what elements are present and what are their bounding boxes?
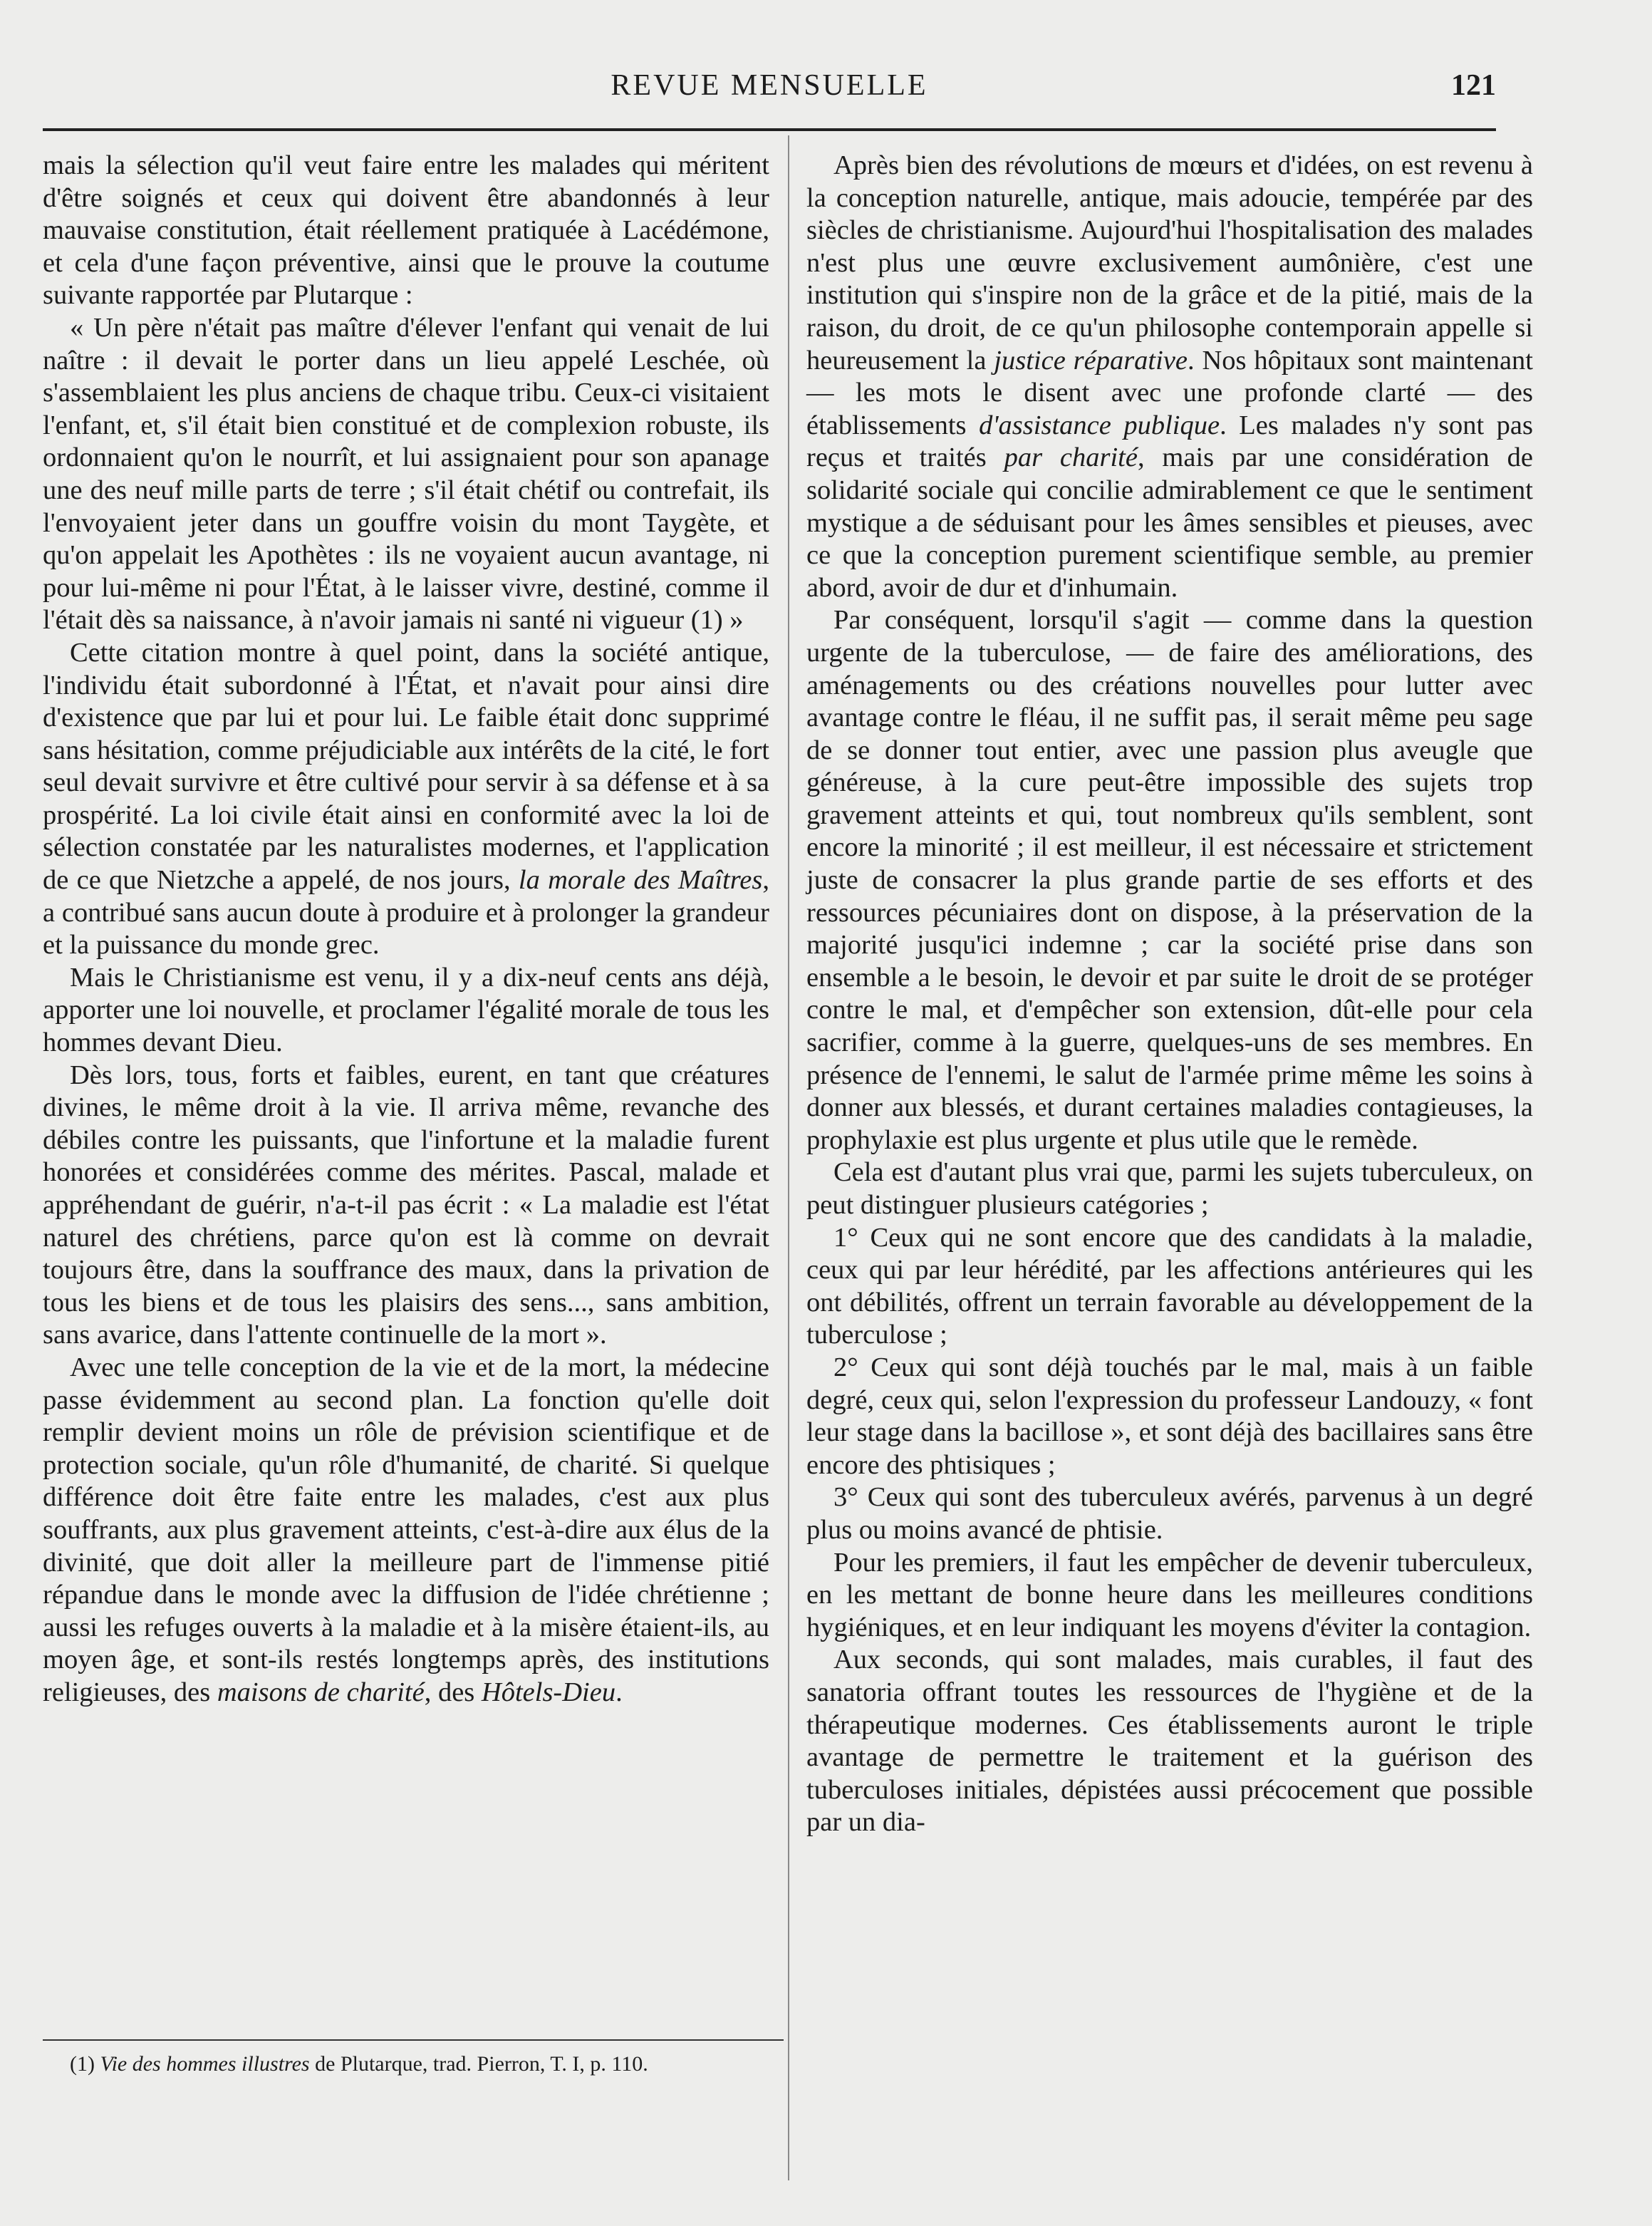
right-column: [806, 150, 1533, 1839]
text-run: Après bien des révolutions de mœurs et d'idées, on est revenu à la conception naturelle, antique, mais adoucie, tempérée par des siècles de christianisme. Aujourd'hui l'hospitalisation des malades n'est plus une œuvre exclusivement aumônière, c'est une institution qui s'inspire non de la grâce et de la pitié, mais de la raison, du droit, de ce qu'un philosophe contemporain appelle si heureusement la: [806, 150, 1533, 376]
italic-text: d'assistance publique: [979, 410, 1220, 440]
text-run: , des: [424, 1677, 482, 1707]
page-number: 121: [1451, 69, 1496, 102]
text-run: Par conséquent, lorsqu'il s'agit — comme dans la question urgente de la tuberculose, — de faire des améliorations, des aménagements ou des créations nouvelles pour lutter avec avantage contre le fléau, il ne suffit pas, il serait même peu sage de se donner tout entier, avec une passion plus aveugle que généreuse, à la cure peut-être impossible des sujets trop gravement atteints et qui, tout nombreux qu'ils semblent, sont encore la minorité ; il est meilleur, il est nécessaire et strictement juste de consacrer la plus grande partie de ses efforts et des ressources pécuniaires dont on dispose, à la préservation de la majorité jusqu'ici indemne ; car la société prise dans son ensemble a le besoin, le devoir et par suite le droit de se protéger contre le mal, et d'empêcher son extension, dût-elle pour cela sacrifier, comme à la guerre, quelques-uns de ses membres. En présence de l'ennemi, le salut de l'armée prime même les soins à donner aux blessés, et durant certaines maladies contagieuses, la prophylaxie est plus urgente et plus utile que le remède.: [806, 605, 1533, 1155]
text-run: .: [615, 1677, 623, 1707]
text-run: de Plutarque, trad. Pierron, T. I, p. 110.: [309, 2052, 648, 2076]
text-run: 3° Ceux qui sont des tuberculeux avérés, parvenus à un degré plus ou moins avancé de phtisie.: [806, 1482, 1533, 1545]
paragraph: [806, 1156, 1533, 1221]
italic-text: Hôtels-Dieu: [481, 1677, 616, 1707]
text-run: . Les malades n'y sont pas reçus et traités: [806, 410, 1533, 473]
text-run: Aux seconds, qui sont malades, mais curables, il faut des sanatoria offrant toutes les ressources de l'hygiène et de la thérapeutique modernes. Ces établissements auront le triple avantage de permettre le traitement et la guérison des tuberculoses initiales, dépistées aussi précocement que possible par un dia-: [806, 1645, 1533, 1838]
paragraph: [806, 1481, 1533, 1546]
paragraph: [43, 962, 769, 1060]
column-divider: [788, 135, 789, 2180]
text-run: Dès lors, tous, forts et faibles, eurent, en tant que créatures divines, le même droit à la vie. Il arriva même, revanche des débiles contre les puissants, que l'infortune et la maladie furent honorées et considérées comme des mérites. Pascal, malade et appréhendant de guérir, n'a-t-il pas écrit : « La maladie est l'état naturel des chrétiens, parce qu'on est là comme on devrait toujours être, dans la souffrance des maux, dans la privation de tous les biens et de tous les plaisirs des sens..., sans ambition, sans avarice, dans l'attente continuelle de la mort ».: [43, 1060, 769, 1350]
footnote-rule: [43, 2039, 784, 2041]
text-run: . Nos hôpitaux sont maintenant — les mots le disent avec une profonde clarté — des établissements: [806, 345, 1533, 440]
paragraph: [43, 150, 769, 312]
paragraph: [43, 637, 769, 962]
text-run: Cette citation montre à quel point, dans la société antique, l'individu était subordonné à l'État, et n'avait pour ainsi dire d'existence que par lui et pour lui. Le faible était donc supprimé sans hésitation, comme préjudiciable aux intérêts de la cité, le fort seul devait survivre et être cultivé pour servir à sa défense et à sa prospérité. La loi civile était ainsi en conformité avec la loi de sélection constatée par les naturalistes modernes, et l'application de ce que Nietzche a appelé, de nos jours,: [43, 637, 769, 896]
running-title: REVUE MENSUELLE: [611, 69, 928, 102]
text-run: (1): [70, 2052, 100, 2076]
text-run: , a contribué sans aucun doute à produire et à prolonger la grandeur et la puissance du monde grec.: [43, 865, 769, 961]
text-run: Cela est d'autant plus vrai que, parmi les sujets tuberculeux, on peut distinguer plusieurs catégories ;: [806, 1157, 1533, 1220]
text-run: « Un père n'était pas maître d'élever l'enfant qui venait de lui naître : il devait le porter dans un lieu appelé Leschée, où s'assemblaient les plus anciens de chaque tribu. Ceux-ci visitaient l'enfant, et, s'il était bien constitué et de complexion robuste, ils ordonnaient qu'on le nourrît, et lui assignaient pour son apanage une des neuf mille parts de terre ; s'il était chétif ou contrefait, ils l'envoyaient jeter dans un gouffre voisin du mont Taygète, et qu'on appelait les Apothètes : ils ne voyaient aucun avantage, ni pour lui-même ni pour l'État, à le laisser vivre, destiné, comme il l'était dès sa naissance, à n'avoir jamais ni santé ni vigueur (1) »: [43, 312, 769, 636]
paragraph: [806, 1222, 1533, 1352]
footnote: [43, 2051, 769, 2078]
paragraph: [806, 150, 1533, 604]
text-run: mais la sélection qu'il veut faire entre les malades qui méritent d'être soignés et ceux qui doivent être abandonnés à leur mauvaise constitution, était réellement pratiquée à Lacédémone, et cela d'une façon préventive, ainsi que le prouve la coutume suivante rapportée par Plutarque :: [43, 150, 769, 311]
paragraph: [806, 1644, 1533, 1839]
text-run: Avec une telle conception de la vie et de la mort, la médecine passe évidemment au second plan. La fonction qu'elle doit remplir devient moins un rôle de prévision scientifique et de protection sociale, qu'un rôle d'humanité, de charité. Si quelque différence doit être faite entre les malades, c'est aux plus souffrants, aux plus gravement atteints, c'est-à-dire aux élus de la divinité, que doit aller la meilleure part de l'immense pitié répandue dans le monde avec la diffusion de l'idée chrétienne ; aussi les refuges ouverts à la maladie et à la misère étaient-ils, au moyen âge, et sont-ils restés longtemps après, des institutions religieuses, des: [43, 1352, 769, 1707]
paragraph: [806, 1352, 1533, 1481]
paragraph: [806, 604, 1533, 1156]
text-run: Mais le Christianisme est venu, il y a dix-neuf cents ans déjà, apporter une loi nouvelle, et proclamer l'égalité morale de tous les hommes devant Dieu.: [43, 962, 769, 1058]
paragraph: [43, 1060, 769, 1352]
text-run: , mais par une considération de solidarité sociale qui concilie admirablement ce que le sentiment mystique a de séduisant pour les âmes sensibles et pieuses, avec ce que la conception purement scientifique semble, au premier abord, avoir de dur et d'inhumain.: [806, 442, 1533, 603]
left-column: [43, 150, 769, 1709]
text-run: 1° Ceux qui ne sont encore que des candidats à la maladie, ceux qui par leur hérédité, par les affections antérieures qui les ont débilités, offrent un terrain favorable au développement de la tuberculose ;: [806, 1222, 1533, 1350]
page-header: [43, 68, 1496, 111]
paragraph: [43, 1352, 769, 1709]
italic-text: la morale des Maîtres: [518, 865, 763, 896]
italic-text: maisons de charité: [217, 1677, 425, 1707]
text-run: 2° Ceux qui sont déjà touchés par le mal, mais à un faible degré, ceux qui, selon l'expression du professeur Landouzy, « font leur stage dans la bacillose », et sont déjà des bacillaires sans être encore des phtisiques ;: [806, 1352, 1533, 1480]
text-run: Pour les premiers, il faut les empêcher de devenir tuberculeux, en les mettant de bonne heure dans les meilleures conditions hygiéniques, et en leur indiquant les moyens d'éviter la contagion.: [806, 1547, 1533, 1642]
italic-text: Vie des hommes illustres: [100, 2052, 310, 2076]
paragraph: [806, 1547, 1533, 1645]
header-rule: [43, 128, 1496, 131]
paragraph: [43, 312, 769, 637]
italic-text: par charité: [1004, 442, 1138, 473]
italic-text: justice réparative: [994, 345, 1188, 376]
